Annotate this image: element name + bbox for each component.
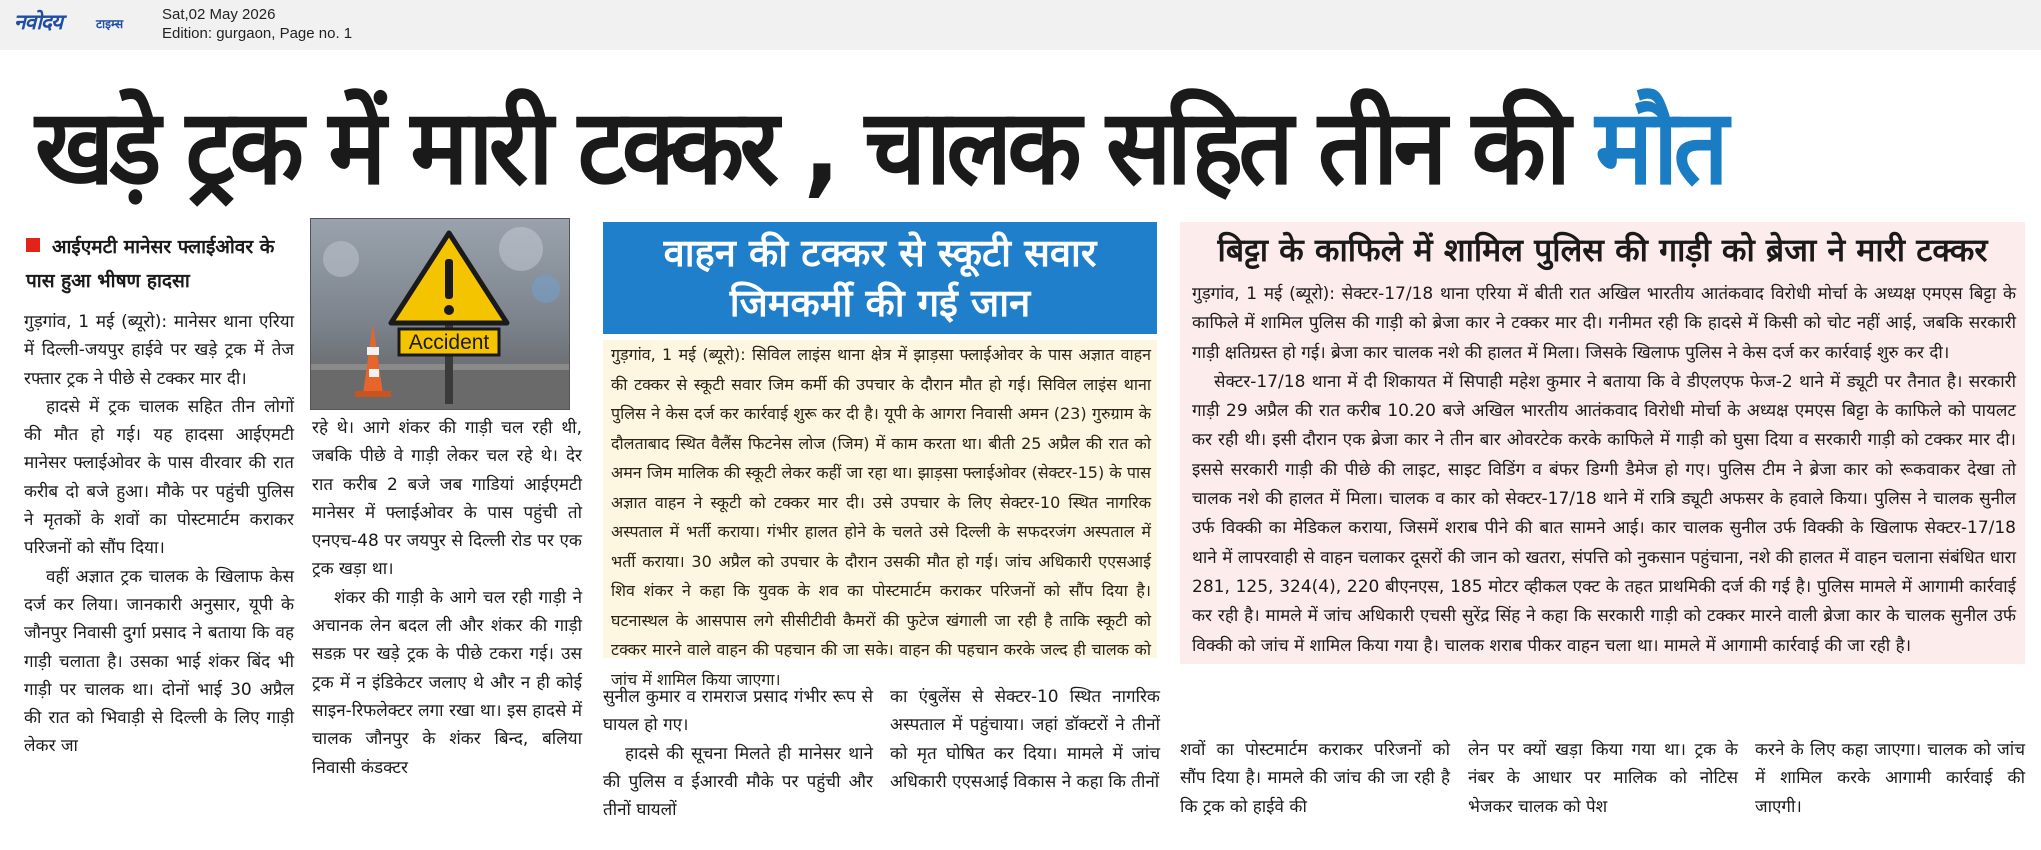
story1-paragraph: हादसे की सूचना मिलते ही मानेसर थाने की पुलिस व ईआरवी मौके पर पहुंची और तीनों घायलों — [603, 743, 873, 821]
accident-photo — [310, 218, 570, 410]
accident-sign-label: Accident — [408, 331, 490, 354]
accident-sign-image — [311, 219, 570, 410]
story1-paragraph: हादसे में ट्रक चालक सहित तीन लोगों की मौत हो गई। यह हादसा आईएमटी मानेसर फ्लाईओवर के पास वीरवार की रात करीब दो बजे हुआ। मौके पर पहुंची पुलिस ने मृतकों के शवों का पोस्टमार्टम कराकर परिजनों को सौंप दिया। — [24, 396, 294, 559]
story1-subhead — [26, 230, 304, 298]
newspaper-logo[interactable] — [14, 8, 136, 36]
story2-box — [603, 340, 1157, 689]
story3-paragraph: सेक्टर-17/18 थाना में दी शिकायत में सिपाही महेश कुमार ने बताया कि वे डीएलएफ फेज-2 थाने में ड्यूटी पर तैनात है। सरकारी गाड़ी 29 अप्रैल की रात करीब 10.20 बजे अखिल भारतीय आतंकवाद विरोधी मोर्चा के अध्यक्ष एमएस बिट्टा के काफिले को पायलट कर रही थी। इसी दौरान एक ब्रेजा कार ने तीन बार ओवरटेक करके काफिले में गाड़ी को घुसा दिया व सरकारी गाड़ी को टक्कर मार दी। इससे सरकारी गाड़ी की पीछे की लाइट, साइट विडिंग व बंफर डिग्गी डैमेज हो गए। पुलिस टीम ने ब्रेजा कार को रूकवाकर देखा तो चालक नशे की हालत में मिला। चालक व कार को सेक्टर-17/18 थाने में रात्रि ड्यूटी अफसर के हवाले किया। पुलिस ने चालक सुनील उर्फ विक्की का मेडिकल कराया, जिसमें शराब पीने की बात सामने आई। कार चालक सुनील उर्फ विक्की के खिलाफ सेक्टर-17/18 थाने में लापरवाही से वाहन चलाकर दूसरों की जान को खतरा, संपत्ति को नुकसान पहुंचाना, नशे की हालत में वाहन चलाना संबंधित धारा 281, 125, 324(4), 220 बीएनएस, 185 मोटर व्हीकल एक्ट के तहत प्राथमिकी दर्ज की गई है। पुलिस मामले में आगामी कार्रवाई कर रही है। मामले में जांच अधिकारी एचसी सुरेंद्र सिंह ने कहा कि सरकारी गाड़ी को टक्कर मारने वाली ब्रेजा कार के चालक सुनील उर्फ विक्की को जांच में शामिल किया गया है। चालक शराब पीकर वाहन चला था। मामले में आगामी कार्रवाई की जा रही है। — [1192, 371, 2016, 656]
edition-page-info: Edition: gurgaon, Page no. 1 — [162, 25, 353, 42]
story1-paragraph: रहे थे। आगे शंकर की गाड़ी चल रही थी, जबकि पीछे वे गाड़ी लेकर चल रहे थे। देर रात करीब 2 बजे जब गाडियां आईएमटी मानेसर में फ्लाईओवर के पास पहुंची तो एनएच-48 पर जयपुर से दिल्ली रोड पर एक ट्रक खड़ा था। — [312, 418, 582, 580]
story1-column-1 — [24, 308, 294, 761]
story1-paragraph: शंकर की गाड़ी के आगे चल रही गाड़ी ने अचानक लेन बदल ली और शंकर की गाड़ी सडक़ पर खड़े ट्रक के पीछे टकरा गई। उस ट्रक में न इंडिकेटर जलाए थे और न ही कोई साइन-रिफलेक्टर लगा रखा था। इस हादसे में चालक जौनपुर के शंकर बिन्द, बलिया निवासी कंडक्टर — [312, 587, 582, 778]
story1-column-7 — [1755, 736, 2025, 821]
logo-sub-text: टाइम्स — [96, 17, 124, 31]
story1-paragraph: लेन पर क्यों खड़ा किया गया था। ट्रक के नंबर के आधार पर मालिक को नोटिस भेजकर चालक को पेश — [1468, 740, 1738, 817]
story3-box — [1180, 222, 2025, 664]
logo-main-text: नवोदय — [14, 10, 63, 34]
story1-column-6 — [1468, 736, 1738, 821]
story1-paragraph: गुड़गांव, 1 मई (ब्यूरो): मानेसर थाना एरिया में दिल्ली-जयपुर हाईवे पर खड़े ट्रक में तेज रफ्तार ट्रक ने पीछे से टक्कर मार दी। — [24, 312, 294, 389]
story3-text — [1192, 280, 2016, 661]
edition-bar — [0, 0, 2041, 50]
story1-column-2 — [312, 414, 582, 782]
newspaper-page — [10, 50, 2031, 850]
story1-column-3 — [603, 683, 873, 824]
story2-text: गुड़गांव, 1 मई (ब्यूरो): सिविल लाइंस थाना क्षेत्र में झाड़सा फ्लाईओवर के पास अज्ञात वाहन की टक्कर से स्कूटी सवार जिम कर्मी की उपचार के दौरान मौत हो गई। सिविल लाइंस थाना पुलिस ने केस दर्ज कर कार्रवाई शुरू कर दी है। यूपी के आगरा निवासी अमन (23) गुरुग्राम के दौलताबाद स्थित वैलैंस फिटनेस लोज (जिम) में काम करता था। बीती 25 अप्रैल की रात को अमन जिम मालिक की स्कूटी लेकर कहीं जा रहा था। झाड़सा फ्लाईओवर (सेक्टर-15) के पास अज्ञात वाहन ने स्कूटी को टक्कर मार दी। उसे उपचार के लिए सेक्टर-10 स्थित नागरिक अस्पताल में भर्ती कराया। गंभीर हालत होने के चलते उसे दिल्ली के सफदरजंग अस्पताल में भर्ती कराया। 30 अप्रैल को उपचार के दौरान उसकी मौत हो गई। जांच अधिकारी एएसआई शिव शंकर ने कहा कि युवक के शव का पोस्टमार्टम कराकर परिजनों को सौंप दिया है। घटनास्थल के आसपास लगे सीसीटीवी कैमरों की फुटेज खंगाली जा रही है ताकि स्कूटी को टक्कर मारने वाले वाहन की पहचान की जा सके। वाहन की पहचान करके जल्द ही चालक को जांच में शामिल किया जाएगा। — [611, 345, 1151, 689]
red-square-bullet-icon — [26, 238, 40, 252]
story1-column-5 — [1180, 736, 1450, 821]
story1-paragraph: सुनील कुमार व रामराज प्रसाद गंभीर रूप से घायल हो गए। — [603, 687, 873, 736]
main-headline — [35, 72, 1886, 222]
story1-paragraph: वहीं अज्ञात ट्रक चालक के खिलाफ केस दर्ज कर लिया। जानकारी अनुसार, यूपी के जौनपुर निवासी दुर्गा प्रसाद ने बताया कि वह गाड़ी चलाता है। उसका भाई शंकर बिंद भी गाड़ी पर चालक था। दोनों भाई 30 अप्रैल की रात को भिवाड़ी से दिल्ली के लिए गाड़ी लेकर जा — [24, 566, 294, 757]
story1-column-4 — [890, 683, 1160, 796]
headline-text: खड़े ट्रक में मारी टक्कर , चालक सहित तीन की — [35, 86, 1596, 208]
story1-paragraph: करने के लिए कहा जाएगा। चालक को जांच में शामिल करके आगामी कार्रवाई की जाएगी। — [1755, 740, 2025, 817]
story1-paragraph: का एंबुलेंस से सेक्टर-10 स्थित नागरिक अस्पताल में पहुंचाया। जहां डॉक्टरों ने तीनों को मृत घोषित कर दिया। मामले में जांच अधिकारी एएसआई विकास ने कहा कि तीनों — [890, 687, 1160, 792]
story1-subhead-text: आईएमटी मानेसर फ्लाईओवर के पास हुआ भीषण हादसा — [26, 236, 275, 292]
story3-paragraph: गुड़गांव, 1 मई (ब्यूरो): सेक्टर-17/18 थाना एरिया में बीती रात अखिल भारतीय आतंकवाद विरोधी मोर्चा के अध्यक्ष एमएस बिट्टा के काफिले में शामिल पुलिस की गाड़ी को ब्रेजा कार ने टक्कर मार दी। गनीमत रही कि हादसे में किसी को चोट नहीं आई, जबकि सरकारी गाड़ी क्षतिग्रस्त हो गई। ब्रेजा कार चालक नशे की हालत में मिला। जिसके खिलाफ पुलिस ने केस दर्ज कर कार्रवाई शुरु कर दी। — [1192, 284, 2016, 363]
headline-highlight: मौत — [1595, 86, 1725, 208]
story1-paragraph: शवों का पोस्टमार्टम कराकर परिजनों को सौंप दिया है। मामले की जांच की जा रही है कि ट्रक को हाईवे की — [1180, 740, 1450, 817]
edition-date: Sat,02 May 2026 — [162, 6, 276, 23]
story3-title: बिट्टा के काफिले में शामिल पुलिस की गाड़ी को ब्रेजा ने मारी टक्कर — [1217, 231, 1988, 269]
story2-title: वाहन की टक्कर से स्कूटी सवार जिमकर्मी की गई जान — [603, 222, 1157, 334]
